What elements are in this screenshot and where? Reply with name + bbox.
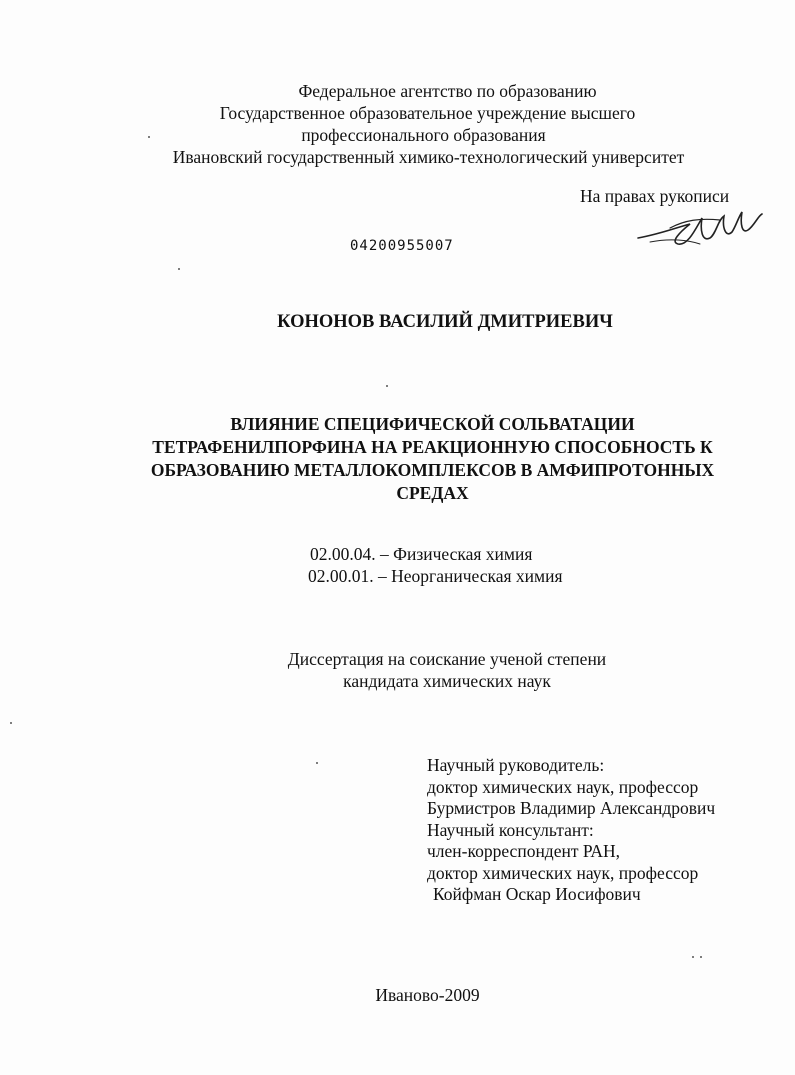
scan-speck: [692, 956, 694, 958]
organization-line: Ивановский государственный химико-технологический университет: [172, 147, 685, 167]
title-line: ОБРАЗОВАНИЮ МЕТАЛЛОКОМПЛЕКСОВ В АМФИПРОТОННЫХ: [150, 460, 715, 480]
advisor-line: Бурмистров Владимир Александрович: [427, 798, 716, 818]
registration-number: 04200955007: [350, 238, 454, 254]
rights-notice: На правах рукописи: [580, 186, 730, 206]
organization-line: Федеральное агентство по образованию: [298, 81, 597, 101]
scan-speck: [178, 268, 180, 270]
place-and-year: Иваново-2009: [375, 985, 480, 1005]
title-line: СРЕДАХ: [396, 483, 469, 503]
scan-speck: [148, 136, 150, 138]
handwritten-signature: [630, 198, 780, 258]
organization-line: Государственное образовательное учреждение высшего: [219, 103, 636, 123]
title-line: ТЕТРАФЕНИЛПОРФИНА НА РЕАКЦИОННУЮ СПОСОБНОСТЬ К: [152, 437, 713, 457]
advisor-line: доктор химических наук, профессор: [427, 776, 699, 797]
advisor-line: член-корреспондент РАН,: [427, 841, 621, 861]
specialty-line: 02.00.01. – Неорганическая химия: [308, 566, 563, 586]
title-line: ВЛИЯНИЕ СПЕЦИФИЧЕСКОЙ СОЛЬВАТАЦИИ: [230, 414, 635, 434]
specialty-line: 02.00.04. – Физическая химия: [310, 544, 533, 564]
thesis-statement: [272, 648, 622, 692]
advisor-line: Койфман Оскар Иосифович: [433, 884, 641, 904]
thesis-line: кандидата химических наук: [343, 671, 551, 691]
organization-line: профессионального образования: [301, 125, 546, 145]
thesis-line: Диссертация на соискание ученой степени: [287, 649, 607, 669]
scan-speck: [700, 956, 702, 958]
author-name: КОНОНОВ ВАСИЛИЙ ДМИТРИЕВИЧ: [277, 312, 613, 332]
scan-speck: [316, 762, 318, 764]
advisor-line: Научный руководитель:: [427, 755, 605, 775]
advisor-line: доктор химических наук, профессор: [427, 862, 699, 883]
dissertation-title: [100, 413, 765, 505]
organization-header: [0, 80, 795, 168]
advisors: [427, 755, 715, 906]
scan-speck: [10, 722, 12, 724]
specialties: [310, 543, 563, 587]
advisor-line: Научный консультант:: [427, 819, 594, 840]
scan-speck: [386, 385, 388, 387]
